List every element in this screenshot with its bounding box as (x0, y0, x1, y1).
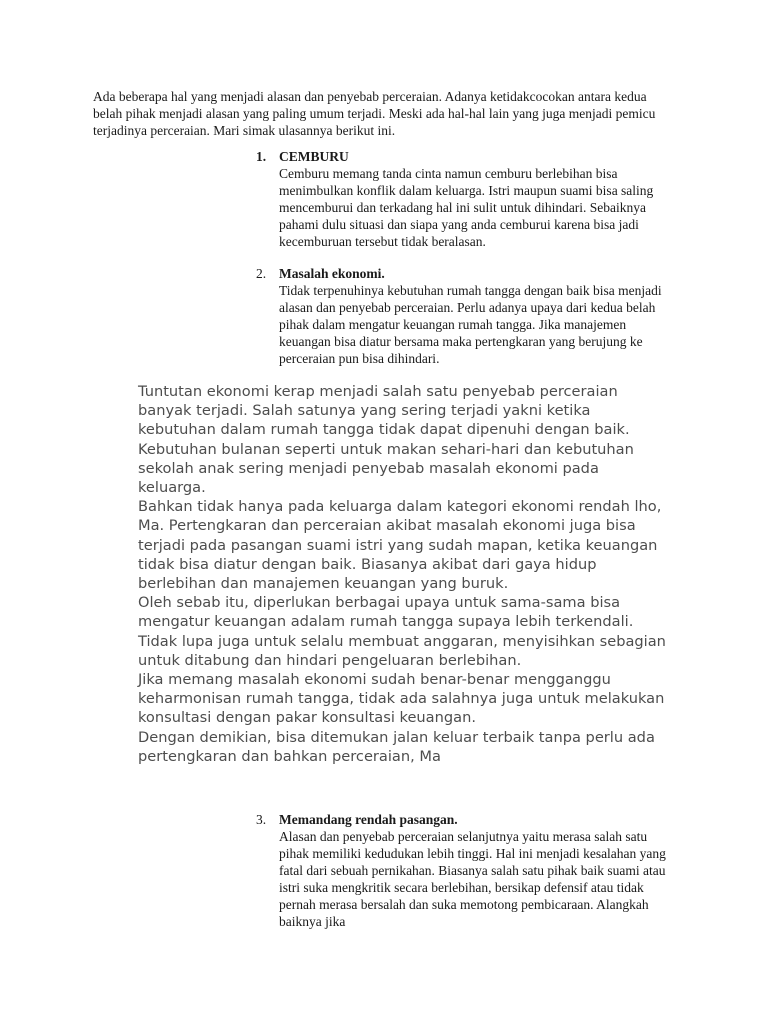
list-item-body: Tidak terpenuhinya kebutuhan rumah tangga dengan baik bisa menjadi alasan dan penyebab perceraian. Perlu adanya upaya dari kedua belah pihak dalam mengatur keuangan rumah tangga. Jika manajemen keuangan bisa diatur bersama maka pertengkaran yang berujung ke perceraian pun bisa dihindari. (279, 283, 662, 366)
list-item-content (279, 148, 679, 250)
economic-demands-text (138, 382, 666, 766)
body-paragraph: Oleh sebab itu, diperlukan berbagai upaya untuk sama-sama bisa mengatur keuangan adalam rumah tangga supaya lebih terkendali. Tidak lupa juga untuk selalu membuat anggaran, menyisihkan sebagian untuk ditabung dan hindari pengeluaran berlebihan. (138, 594, 666, 669)
list-item-content (279, 811, 679, 930)
body-paragraph: Bahkan tidak hanya pada keluarga dalam kategori ekonomi rendah lho, Ma. Pertengkaran dan perceraian akibat masalah ekonomi juga bisa terjadi pada pasangan suami istri yang sudah mapan, ketika keuangan tidak bisa diatur dengan baik. Biasanya akibat dari gaya hidup berlebihan dan manajemen keuangan yang buruk. (138, 498, 662, 593)
list-item-content (279, 265, 679, 367)
intro-paragraph: Ada beberapa hal yang menjadi alasan dan penyebab perceraian. Adanya ketidakcocokan antara kedua belah pihak menjadi alasan yang paling umum terjadi. Meski ada hal-hal lain yang juga menjadi pemicu terjadinya perceraian. Mari simak ulasannya berikut ini. (93, 89, 656, 138)
list-item-heading: CEMBURU (279, 149, 349, 164)
list-number: 1. (256, 149, 267, 164)
body-paragraph: Jika memang masalah ekonomi sudah benar-benar mengganggu keharmonisan rumah tangga, tidak ada salahnya juga untuk melakukan konsultasi dengan pakar konsultasi keuangan. (138, 671, 665, 727)
body-paragraph: Dengan demikian, bisa ditemukan jalan keluar terbaik tanpa perlu ada pertengkaran dan bahkan perceraian, Ma (138, 728, 655, 765)
list-number: 2. (256, 266, 267, 281)
list-item-body: Alasan dan penyebab perceraian selanjutnya yaitu merasa salah satu pihak memiliki kedudukan lebih tinggi. Hal ini menjadi kesalahan yang fatal dari sebuah pernikahan. Biasanya salah satu pihak baik suami atau istri suka mengkritik secara berlebihan, bersikap defensif atau tidak pernah merasa bersalah dan suka memotong pembicaraan. Alangkah baiknya jika (279, 829, 666, 929)
list-item-heading: Memandang rendah pasangan. (279, 812, 458, 827)
list-number: 3. (256, 812, 267, 827)
list-item-body: Cemburu memang tanda cinta namun cemburu berlebihan bisa menimbulkan konflik dalam keluarga. Istri maupun suami bisa saling mencemburui dan terkadang hal ini sulit untuk dihindari. Sebaiknya pahami dulu situasi dan siapa yang anda cemburui karena bisa jadi kecemburuan tersebut tidak beralasan. (279, 166, 654, 249)
body-paragraph: Tuntutan ekonomi kerap menjadi salah satu penyebab perceraian banyak terjadi. Salah satunya yang sering terjadi yakni ketika kebutuhan dalam rumah tangga tidak dapat dipenuhi dengan baik. Kebutuhan bulanan seperti untuk makan sehari-hari dan kebutuhan sekolah anak sering menjadi penyebab masalah ekonomi pada keluarga. (138, 383, 634, 497)
list-item-heading: Masalah ekonomi. (279, 266, 385, 281)
